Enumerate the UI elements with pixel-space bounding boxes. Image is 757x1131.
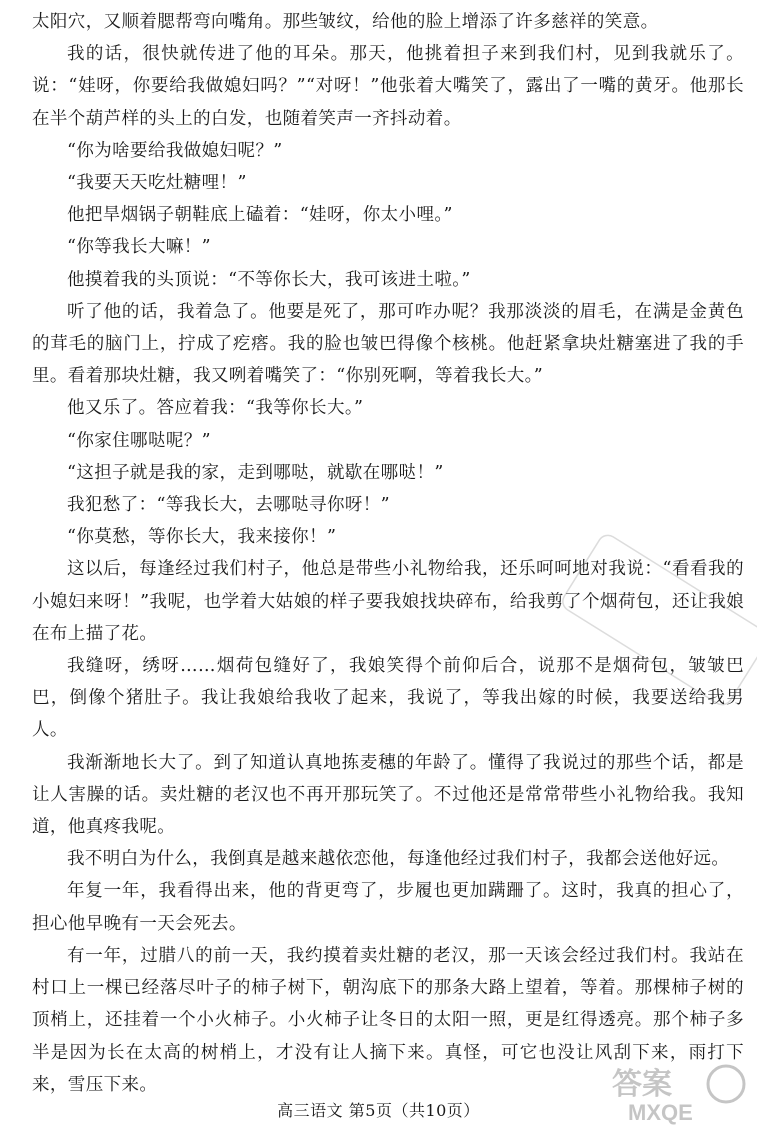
answer-circle-logo-icon [608,1058,748,1126]
paragraph: 有一年，过腊八的前一天，我约摸着卖灶糖的老汉，那一天该会经过我们村。我站在村口上一棵已经落尽叶子的柿子树下，朝沟底下的那条大路上望着，等着。那棵柿子树的顶梢上，还挂着一个小火柿子。小火柿子让冬日的太阳一照，更是红得透亮。那个柿子多半是因为长在太高的树梢上，才没有让人摘下来。真怪，可它也没让风刮下来，雨打下来，雪压下来。 [32,945,744,1095]
paragraph: “你家住哪哒呢？” [67,430,211,451]
paragraph: 我渐渐地长大了。到了知道认真地拣麦穗的年龄了。懂得了我说过的那些个话，都是让人害臊的话。卖灶糖的老汉也不再开那玩笑了。不过他还是常常带些小礼物给我。我知道，他真疼我呢。 [32,752,744,838]
paragraph: 听了他的话，我着急了。他要是死了，那可咋办呢？我那淡淡的眉毛，在满是金黄色的茸毛的脑门上，拧成了疙瘩。我的脸也皱巴得像个核桃。他赶紧拿块灶糖塞进了我的手里。看着那块灶糖，我又咧着嘴笑了：“你别死啊，等着我长大。” [32,301,744,387]
paragraph: 我的话，很快就传进了他的耳朵。那天，他挑着担子来到我们村，见到我就乐了。说：“娃呀，你要给我做媳妇吗？”“对呀！”他张着大嘴笑了，露出了一嘴的黄牙。他那长在半个葫芦样的头上的白发，也随着笑声一齐抖动着。 [32,44,744,129]
paragraph: “你等我长大嘛！” [67,237,211,258]
logo-watermark [608,1058,748,1126]
paragraph: 他又乐了。答应着我：“我等你长大。” [67,398,364,419]
paragraph: 我缝呀，绣呀……烟荷包缝好了，我娘笑得个前仰后合，说那不是烟荷包，皱皱巴巴，倒像个猪肚子。我让我娘给我收了起来，我说了，等我出嫁的时候，我要送给我男人。 [32,656,744,741]
paragraph: 这以后，每逢经过我们村子，他总是带些小礼物给我，还乐呵呵地对我说：“看看我的小媳妇来呀！”我呢，也学着大姑娘的样子要我娘找块碎布，给我剪了个烟荷包，还让我娘在布上描了花。 [32,559,744,644]
paragraph: 我不明白为什么，我倒真是越来越依恋他，每逢他经过我们村子，我都会送他好远。 [67,849,730,870]
paragraph: 年复一年，我看得出来，他的背更弯了，步履也更加蹒跚了。这时，我真的担心了，担心他早晚有一天会死去。 [32,881,744,934]
svg-text:MXQE: MXQE [628,1100,693,1125]
page-footer: 高三语文 第5页（共10页） [277,1101,480,1120]
paragraph: 他摸着我的头顶说：“不等你长大，我可该进土啦。” [67,269,471,290]
paragraph: 我犯愁了：“等我长大，去哪哒寻你呀！” [67,495,390,516]
paragraph: 太阳穴，又顺着腮帮弯向嘴角。那些皱纹，给他的脸上增添了许多慈祥的笑意。 [32,12,659,32]
paragraph: “我要天天吃灶糖哩！” [67,173,247,194]
paragraph: “这担子就是我的家，走到哪哒，就歇在哪哒！” [67,462,444,483]
paragraph: 他把旱烟锅子朝鞋底上磕着：“娃呀，你太小哩。” [67,205,453,226]
svg-text:答案: 答案 [612,1068,672,1101]
paragraph: “你为啥要给我做媳妇呢？” [67,140,283,161]
paragraph: “你莫愁，等你长大，我来接你！” [67,527,337,548]
